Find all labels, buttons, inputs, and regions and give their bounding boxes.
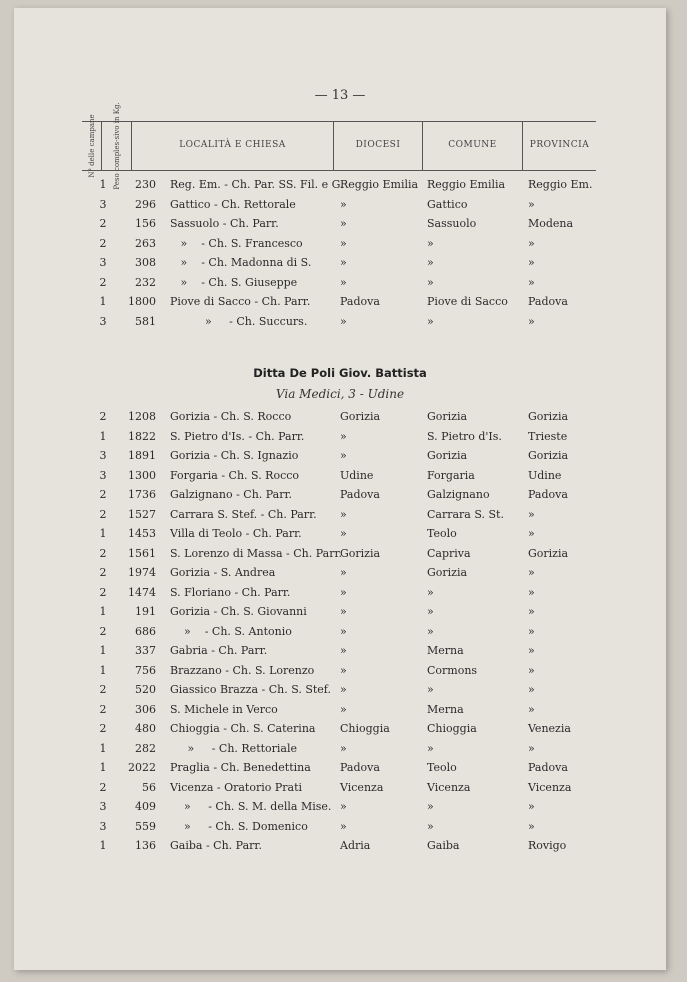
cell-dio: » [340, 197, 347, 211]
cell-prov: » [528, 197, 535, 211]
cell-com: Teolo [427, 761, 457, 774]
cell-loc: » - Ch. Succurs. [170, 314, 308, 328]
header-diocesi-col [334, 122, 423, 170]
cell-num: 2 [99, 217, 107, 230]
cell-prov: Gorizia [528, 546, 569, 560]
cell-peso: 296 [135, 197, 156, 211]
cell-num: 2 [99, 507, 107, 521]
cell-prov: » [528, 585, 535, 599]
cell-num: 2 [99, 546, 107, 560]
cell-prov: Padova [528, 295, 568, 308]
cell-loc: Giassico Brazza - Ch. S. Stef. [170, 683, 331, 696]
cell-com: Reggio Emilia [427, 178, 506, 191]
cell-peso: 1736 [128, 488, 156, 501]
cell-peso: 1453 [128, 527, 156, 540]
cell-prov: Udine [528, 468, 562, 482]
cell-peso: 191 [135, 605, 156, 618]
cell-num: 3 [99, 256, 107, 269]
cell-num: 3 [99, 449, 107, 462]
cell-com: Gaiba [427, 839, 460, 852]
cell-num: 2 [99, 722, 107, 735]
cell-loc: » - Ch. S. M. della Mise. [170, 800, 332, 813]
cell-com: Teolo [427, 527, 457, 540]
cell-com: » [427, 819, 434, 833]
header-comune: COMUNE [448, 140, 497, 150]
cell-prov: Vicenza [528, 780, 572, 794]
cell-peso: 136 [135, 839, 156, 852]
cell-loc: » - Ch. S. Antonio [170, 624, 292, 638]
ditta-title: Ditta De Poli Giov. Battista [253, 366, 427, 380]
cell-com: » [427, 585, 434, 599]
cell-peso: 1208 [128, 410, 156, 423]
cell-num: 3 [99, 468, 107, 482]
cell-dio: » [340, 527, 347, 540]
cell-peso: 306 [135, 702, 156, 716]
cell-num: 1 [99, 741, 107, 755]
cell-peso: 308 [135, 256, 156, 269]
cell-dio: » [340, 256, 347, 269]
cell-dio: » [340, 314, 347, 328]
cell-num: 1 [99, 178, 107, 191]
cell-num: 2 [99, 566, 107, 579]
cell-peso: 686 [135, 624, 156, 638]
header-num-col [82, 114, 102, 178]
cell-loc: Sassuolo - Ch. Parr. [170, 217, 279, 230]
cell-num: 3 [99, 314, 107, 328]
cell-peso: 559 [135, 819, 156, 833]
cell-prov: Gorizia [528, 410, 569, 423]
cell-num: 1 [99, 429, 107, 443]
cell-dio: » [340, 644, 347, 657]
cell-com: Gorizia [427, 566, 468, 579]
cell-com: » [427, 236, 434, 250]
cell-prov: » [528, 800, 535, 813]
cell-dio: » [340, 585, 347, 599]
cell-prov: Modena [528, 217, 574, 230]
cell-com: Merna [427, 644, 464, 657]
cell-prov: Venezia [528, 722, 571, 735]
cell-loc: Forgaria - Ch. S. Rocco [170, 468, 300, 482]
cell-num: 3 [99, 800, 107, 813]
cell-loc: Galzignano - Ch. Parr. [170, 488, 293, 501]
page-number: — 13 — [314, 88, 366, 103]
cell-peso: 1474 [128, 585, 156, 599]
cell-prov: » [528, 236, 535, 250]
cell-loc: S. Floriano - Ch. Parr. [170, 585, 291, 599]
cell-prov: Padova [528, 488, 568, 501]
cell-loc: Chioggia - Ch. S. Caterina [170, 722, 316, 735]
cell-dio: Vicenza [340, 780, 384, 794]
cell-prov: » [528, 683, 535, 696]
cell-com: » [427, 624, 434, 638]
cell-loc: S. Michele in Verco [170, 702, 278, 716]
cell-loc: Gorizia - S. Andrea [170, 566, 276, 579]
cell-loc: Gorizia - Ch. S. Giovanni [170, 605, 307, 618]
cell-com: Capriva [427, 546, 471, 560]
cell-peso: 1822 [128, 429, 156, 443]
cell-loc: » - Ch. Rettoriale [170, 741, 298, 755]
cell-com: Merna [427, 702, 464, 716]
cell-num: 3 [99, 197, 107, 211]
cell-com: Piove di Sacco [427, 295, 508, 308]
cell-peso: 2022 [128, 761, 156, 774]
cell-com: S. Pietro d'Is. [427, 429, 502, 443]
cell-com: Galzignano [427, 488, 490, 501]
cell-dio: » [340, 624, 347, 638]
cell-peso: 520 [135, 683, 156, 696]
cell-dio: » [340, 507, 347, 521]
cell-com: Carrara S. St. [427, 507, 504, 521]
cell-com: » [427, 683, 434, 696]
cell-loc: Brazzano - Ch. S. Lorenzo [170, 663, 315, 677]
cell-num: 2 [99, 780, 107, 794]
cell-peso: 282 [135, 741, 156, 755]
cell-peso: 1300 [128, 468, 156, 482]
cell-loc: Gorizia - Ch. S. Ignazio [170, 449, 299, 462]
cell-peso: 581 [135, 314, 156, 328]
cell-num: 1 [99, 605, 107, 618]
cell-peso: 480 [135, 722, 156, 735]
cell-com: Gattico [427, 197, 468, 211]
cell-loc: S. Lorenzo di Massa - Ch. Parr. [170, 546, 343, 560]
cell-dio: » [340, 275, 347, 289]
header-provincia-col [523, 122, 596, 170]
cell-com: Chioggia [427, 722, 477, 735]
cell-dio: Gorizia [340, 546, 381, 560]
cell-loc: Villa di Teolo - Ch. Parr. [170, 527, 302, 540]
cell-dio: » [340, 566, 347, 579]
cell-peso: 1527 [128, 507, 156, 521]
header-peso-col [102, 102, 132, 190]
cell-com: » [427, 800, 434, 813]
cell-prov: » [528, 624, 535, 638]
cell-prov: Gorizia [528, 449, 569, 462]
cell-num: 2 [99, 702, 107, 716]
cell-num: 1 [99, 761, 107, 774]
cell-dio: Padova [340, 295, 380, 308]
cell-com: » [427, 256, 434, 269]
cell-com: Vicenza [427, 780, 471, 794]
cell-com: Sassuolo [427, 217, 477, 230]
cell-peso: 232 [135, 275, 156, 289]
cell-loc: Piove di Sacco - Ch. Parr. [170, 295, 311, 308]
cell-loc: » - Ch. Madonna di S. [170, 256, 312, 269]
header-localita: LOCALITÀ E CHIESA [179, 140, 286, 150]
cell-num: 2 [99, 683, 107, 696]
cell-loc: Gaiba - Ch. Parr. [170, 839, 262, 852]
cell-dio: Udine [340, 468, 374, 482]
cell-peso: 263 [135, 236, 156, 250]
header-localita-col [132, 122, 334, 170]
cell-prov: » [528, 605, 535, 618]
cell-prov: » [528, 507, 535, 521]
cell-prov: Reggio Em. [528, 178, 593, 191]
cell-prov: » [528, 566, 535, 579]
cell-com: » [427, 275, 434, 289]
cell-num: 2 [99, 236, 107, 250]
cell-num: 1 [99, 644, 107, 657]
cell-dio: Chioggia [340, 722, 390, 735]
header-provincia: PROVINCIA [529, 140, 590, 150]
cell-peso: 1891 [128, 449, 156, 462]
cell-num: 2 [99, 410, 107, 423]
cell-dio: Adria [340, 839, 371, 852]
cell-peso: 756 [135, 663, 156, 677]
cell-com: » [427, 605, 434, 618]
cell-loc: Carrara S. Stef. - Ch. Parr. [170, 507, 317, 521]
cell-num: 1 [99, 663, 107, 677]
cell-dio: » [340, 819, 347, 833]
cell-peso: 56 [142, 780, 156, 794]
cell-num: 1 [99, 527, 107, 540]
cell-com: Forgaria [427, 468, 475, 482]
cell-prov: » [528, 275, 535, 289]
document-page [14, 8, 666, 970]
header-num: N° delle campane [87, 114, 96, 178]
cell-dio: » [340, 741, 347, 755]
cell-loc: Gorizia - Ch. S. Rocco [170, 410, 292, 423]
cell-dio: Padova [340, 488, 380, 501]
cell-num: 2 [99, 624, 107, 638]
cell-prov: Rovigo [528, 839, 567, 852]
cell-com: Cormons [427, 663, 478, 677]
cell-dio: » [340, 702, 347, 716]
cell-prov: » [528, 741, 535, 755]
cell-loc: Praglia - Ch. Benedettina [170, 761, 311, 774]
cell-peso: 409 [135, 800, 156, 813]
cell-com: Gorizia [427, 449, 468, 462]
cell-num: 2 [99, 275, 107, 289]
cell-dio: Padova [340, 761, 380, 774]
cell-loc: Gabria - Ch. Parr. [170, 644, 268, 657]
cell-dio: » [340, 605, 347, 618]
cell-dio: » [340, 217, 347, 230]
cell-prov: » [528, 256, 535, 269]
header-diocesi: DIOCESI [355, 140, 401, 150]
cell-num: 2 [99, 585, 107, 599]
cell-com: Gorizia [427, 410, 468, 423]
cell-loc: S. Pietro d'Is. - Ch. Parr. [170, 429, 305, 443]
cell-num: 3 [99, 819, 107, 833]
cell-prov: » [528, 527, 535, 540]
cell-dio: » [340, 800, 347, 813]
cell-dio: Gorizia [340, 410, 381, 423]
cell-dio: Reggio Emilia [340, 178, 419, 191]
cell-com: » [427, 741, 434, 755]
cell-loc: » - Ch. S. Domenico [170, 819, 308, 833]
cell-prov: Trieste [528, 429, 568, 443]
cell-peso: 1974 [128, 566, 156, 579]
cell-peso: 1800 [128, 295, 156, 308]
cell-loc: Vicenza - Oratorio Prati [170, 780, 303, 794]
cell-dio: » [340, 236, 347, 250]
cell-peso: 1561 [128, 546, 156, 560]
cell-prov: » [528, 644, 535, 657]
header-comune-col [423, 122, 523, 170]
cell-num: 1 [99, 295, 107, 308]
cell-prov: » [528, 663, 535, 677]
ditta-address: Via Medici, 3 - Udine [275, 387, 405, 401]
cell-num: 1 [99, 839, 107, 852]
cell-prov: » [528, 702, 535, 716]
cell-prov: » [528, 314, 535, 328]
cell-com: » [427, 314, 434, 328]
cell-dio: » [340, 449, 347, 462]
cell-dio: » [340, 663, 347, 677]
cell-dio: » [340, 429, 347, 443]
cell-peso: 337 [135, 644, 156, 657]
cell-loc: » - Ch. S. Francesco [170, 236, 303, 250]
cell-prov: » [528, 819, 535, 833]
cell-peso: 156 [135, 217, 156, 230]
cell-peso: 230 [135, 178, 156, 191]
cell-loc: » - Ch. S. Giuseppe [170, 275, 298, 289]
cell-dio: » [340, 683, 347, 696]
cell-prov: Padova [528, 761, 568, 774]
cell-loc: Reg. Em. - Ch. Par. SS. Fil. e G. [170, 178, 344, 191]
header-peso: Peso comples-sivo in Kg. [112, 102, 121, 190]
cell-loc: Gattico - Ch. Rettorale [170, 197, 296, 211]
cell-num: 2 [99, 488, 107, 501]
